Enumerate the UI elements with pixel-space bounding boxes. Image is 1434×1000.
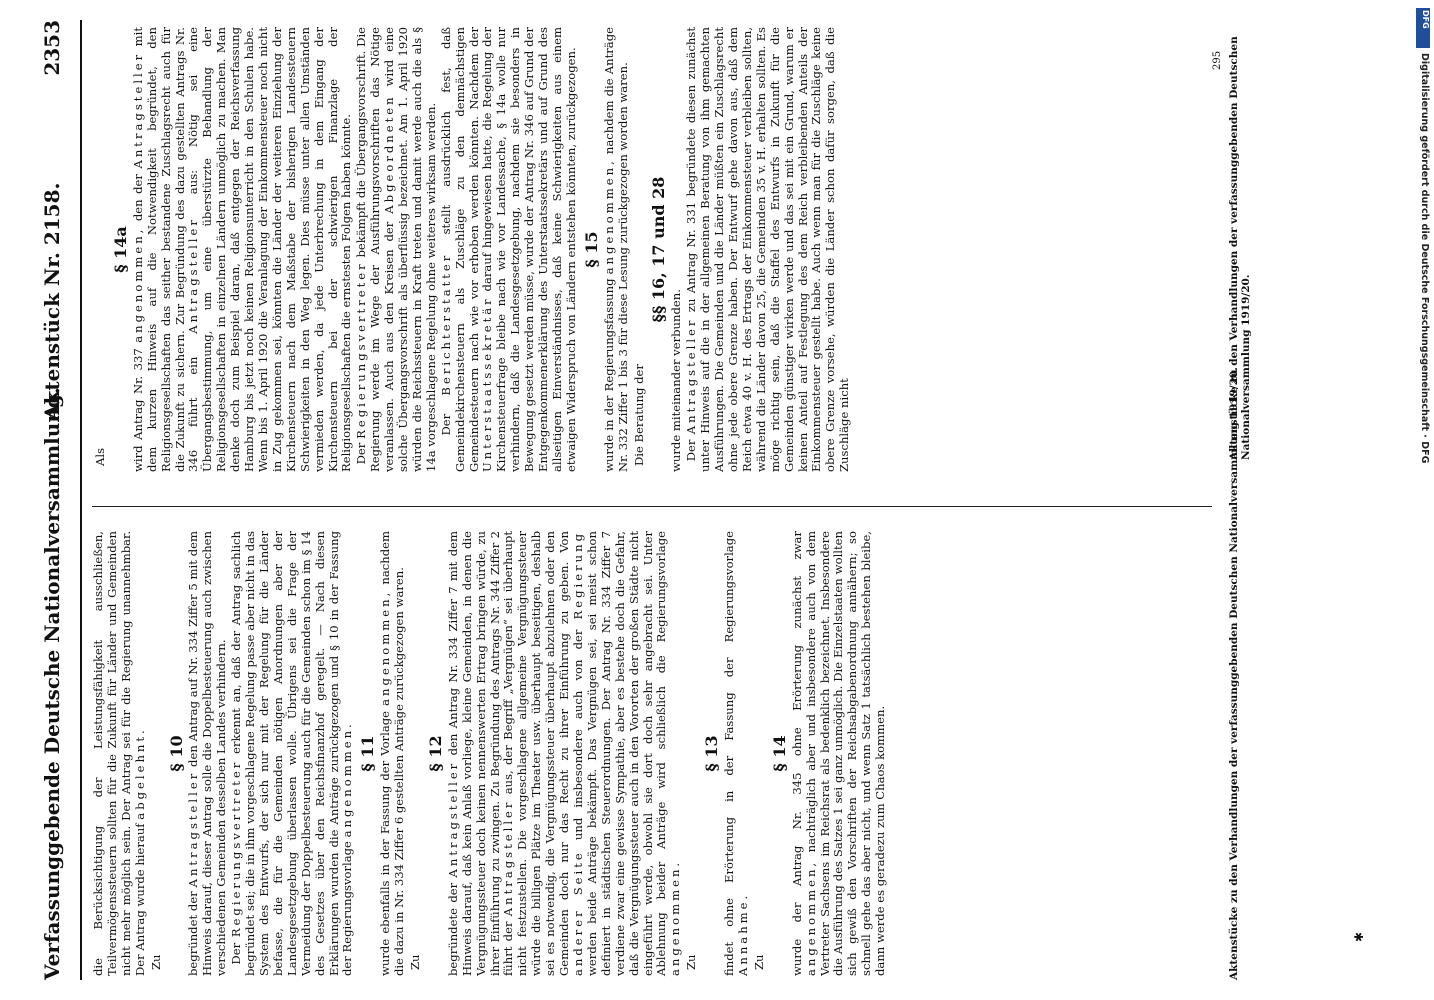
margin-mark: ✱	[1352, 931, 1366, 942]
dfg-stamp-text: Digitalisierung gefördert durch die Deutsche Forschungsgemeinschaft · DFG	[1419, 53, 1430, 464]
section-heading-10: § 10	[166, 735, 186, 772]
paragraph: wurde in der Regierungsfassung angenommen, nachdem die Anträge Nr. 332 Ziffer 1 bis 3 für diese Lesung zurückgezogen worden waren.	[601, 27, 630, 472]
dfg-logo-icon	[1416, 8, 1430, 48]
zu-label: Zu	[408, 954, 423, 970]
paragraph: findet ohne Erörterung in der Fassung der Regierungsvorlage Annahme.	[722, 531, 750, 976]
section-heading-13: § 13	[702, 735, 722, 772]
right-column	[92, 27, 853, 472]
paragraph: begründet der Antragsteller den Antrag auf Nr. 334 Ziffer 5 mit dem Hinweis darauf, dieser Antrag solle die Doppelbesteuerung auch zwischen verschiedenen Gemeinden desselben Landes verhindern.	[186, 531, 229, 976]
paragraph: wird Antrag Nr. 337 angenommen, den der Antragsteller mit dem kurzen Hinweis auf die Notwendigkeit begründet, den Religionsgesellschaften das seither bestandene Zuschlagsrecht auch für die Zukunft zu sichern. Zur Begründung des dazu gestellten Antrags Nr. 346 führt ein Antragsteller aus: Nötig sei eine Übergangsbestimmung, um eine überstürzte Behandlung der Religionsgesellschaften in einzelnen Ländern unmöglich zu machen. Man denke doch zum Beispiel daran, daß entgegen der Reichsverfassung Hamburg bis jetzt noch keinen Religionsunterricht in den Schulen habe. Wenn bis 1. April 1920 die Veranlagung der Einkommensteuer noch nicht in Zug gekommen sei, könnten die Länder der weiteren Einziehung der Kirchensteuern nach dem Maßstabe der bisherigen Landessteuern Schwierigkeiten in den Weg legen. Dies müsse unter allen Umständen vermieden werden, da jede Unterbrechung in dem Eingang der Kirchensteuern bei der schwierigen Finanzlage der Religionsgesellschaften die ernstesten Folgen haben könnte.	[130, 26, 354, 472]
paragraph: Der Berichterstatter stellt ausdrücklich fest, daß Gemeindekirchensteuern als Zuschläge zu den demnächstigen Gemeindesteuern nach wie vor erhoben werden könnten. Nachdem der Unterstaatssekretär darauf hingewiesen hatte, die Regelung der Kirchensteuerfrage bleibe nach wie vor Landessache, § 14a wolle nur verhindern, daß die Landesgesetzgebung, nachdem sie besonders in Bewegung gesetzt werden müsse, wurde der Antrag Nr. 346 auf Grund der Entgegenkommenerklärung des Unterstaatssekretärs und auf Grund des allseitigen Einverständnisses, daß keine Schwierigkeiten aus einem etwaigen Widerspruch von Ländern entstehen könnten, zurückgezogen.	[438, 26, 578, 472]
signature-number: 295	[1212, 50, 1223, 70]
paragraph: wurde ebenfalls in der Fassung der Vorlage angenommen, nachdem die dazu in Nr. 334 Ziffer 6 gestellten Anträge zurückgezogen waren.	[378, 531, 407, 976]
zu-label: Zu	[148, 954, 163, 970]
section-heading-11: § 11	[358, 735, 378, 772]
section-heading-16-17-28: §§ 16, 17 und 28	[649, 176, 669, 323]
beratung-label: Die Beratung der	[631, 364, 646, 466]
paragraph: Der Regierungsvertreter erkennt an, daß der Antrag sachlich begründet sei; die in ihm vorgeschlagene Regelung passe aber nicht in das System des Entwurfs, der sich nur mit der Regelung für die Länder befasse, die für die Gemeinden nötigen Anordnungen aber der Landesgesetzgebung überlassen wolle. Übrigens sei die Frage der Vermeidung der Doppelbesteuerung auch für die Gemeinden schon im § 14 des Gesetzes über den Reichsfinanzhof geregelt. — Nach diesen Erklärungen wurden die Anträge zurückgezogen und § 10 in der Fassung der Regierungsvorlage angenommen.	[229, 530, 355, 976]
paragraph: begründete der Antragsteller den Antrag Nr. 334 Ziffer 7 mit dem Hinweis darauf, daß kein Anlaß vorliege, kleine Gemeinden, in denen die Vergnügungssteuer doch keinen nennenswerten Ertrag bringen würde, zu ihrer Einführung zu zwingen. Zu Begründung des Antrags Nr. 344 Ziffer 2 führt der Antragsteller aus, der Begriff „Vergnügen“ sei überhaupt nicht festzustellen. Die vorgeschlagene allgemeine Vergnügungssteuer würde die billigen Plätze im Theater usw. überhaupt beseitigen, deshalb sei es notwendig, die Vergnügungssteuer überhaupt abzulehnen oder den Gemeinden doch nur das Recht zu ihrer Einführung zu geben. Von anderer Seite und insbesondere auch von der Regierung werden beide Anträge bekämpft. Das Vergnügen sei, sei meist schon definiert in städtischen Steuerordnungen. Der Antrag Nr. 334 Ziffer 7 verdiene zwar eine gewisse Sympathie, aber es bestehe doch die Gefahr, daß die Vergnügungssteuer auch in den Vororten der großen Städte nicht eingeführt werde, obwohl sie dort doch sehr angebracht sei. Unter Ablehnung beider Anträge wird schließlich die Regierungsvorlage angenommen.	[445, 531, 683, 976]
header-rule	[80, 20, 82, 980]
column-divider	[92, 506, 1212, 507]
paragraph: Der Regierungsvertreter bekämpft die Übergangsvorschrift. Die Regierung werde im Wege der Ausführungsvorschriften das Nötige veranlassen. Auch aus den Kreisen der Abgeordneten wird eine solche Übergangsvorschrift als überflüssig bezeichnet. Am 1. April 1920 würden die Reichssteuern in Kraft treten und damit werde auch die als § 14a vorgeschlagene Regelung ohne weiteres wirksam werden.	[354, 26, 438, 472]
paragraph: Der Antragsteller zu Antrag Nr. 331 begründete diesen zunächst unter Hinweis auf die in der allgemeinen Beratung von ihm gemachten Ausführungen. Die Gemeinden und die Länder müßten ein Zuschlagsrecht ohne jede obere Grenze haben. Der Entwurf gehe davon aus, daß dem Reich etwa 40 v. H. des Ertrags der Einkommensteuer verbleiben sollten, während die Länder davon 25, die Gemeinden 35 v. H. erhalten sollten. Es möge richtig sein, daß die Staffel des Entwurfs in Zukunft für die Gemeinden günstiger wirken werde und das sei mit ein Grund, warum er keinen Anteil auf Festlegung des dem Reich verbleibenden Anteils der Einkommensteuer gestellt habe. Auch wenn man für die Zuschläge keine obere Grenze vorsehe, würden die Länder schon dafür sorgen, daß die Zuschläge nicht	[684, 26, 852, 472]
header-aktenstueck: Aktenstück Nr. 2158.	[40, 182, 64, 420]
page-header	[40, 20, 80, 980]
left-column	[92, 531, 889, 976]
als-label: Als	[93, 447, 107, 466]
zu-label: Zu	[751, 954, 766, 970]
footer-right: Aktenstücke zu den Verhandlungen der verfassunggebenden Deutschen Nationalversammlung 1919/20.	[1228, 36, 1252, 460]
dfg-stamp	[1416, 8, 1430, 992]
paragraph: wurde der Antrag Nr. 345 ohne Erörterung zunächst zwar angenommen, nachträglich aber und insbesondere auch von dem Vertreter Sachsens im Reichsrat als bedenklich bezeichnet. Insbesondere die Ausführung des Satzes 1 sei ganz unmöglich. Die Einzelstaaten wollten sich gewiß den Vorschriften der Reichsabgabenordnung annähern; so schnell gehe das aber nicht, und wenn Satz 1 tatsächlich bestehen bleibe, dann werde es geradezu zum Chaos kommen.	[789, 530, 888, 976]
section-heading-12: § 12	[425, 735, 445, 772]
header-page-number: 2353	[40, 20, 64, 76]
section-heading-14a: § 14a	[110, 226, 130, 273]
section-heading-14: § 14	[769, 735, 789, 772]
paragraph: die Berücksichtigung der Leistungsfähigkeit ausschließen, Teilvermögenssteuern sollten für die Zukunft für Länder und Gemeinden nicht mehr möglich sein. Der Antrag sei für die Regierung unannehmbar. Der Antrag wurde hierauf abgelehnt.	[91, 531, 147, 976]
paragraph: wurde miteinander verbunden.	[669, 289, 684, 472]
footer-left: Aktenstücke zu den Verhandlungen der verfassunggebenden Deutschen Nationalversammlung 1919/20.	[1228, 367, 1240, 980]
section-heading-15: § 15	[581, 231, 601, 268]
dfg-logo-text: DFG	[1421, 10, 1430, 29]
zu-label: Zu	[684, 954, 699, 970]
header-title: Verfassunggebende Deutsche Nationalversammlung.	[40, 387, 64, 980]
